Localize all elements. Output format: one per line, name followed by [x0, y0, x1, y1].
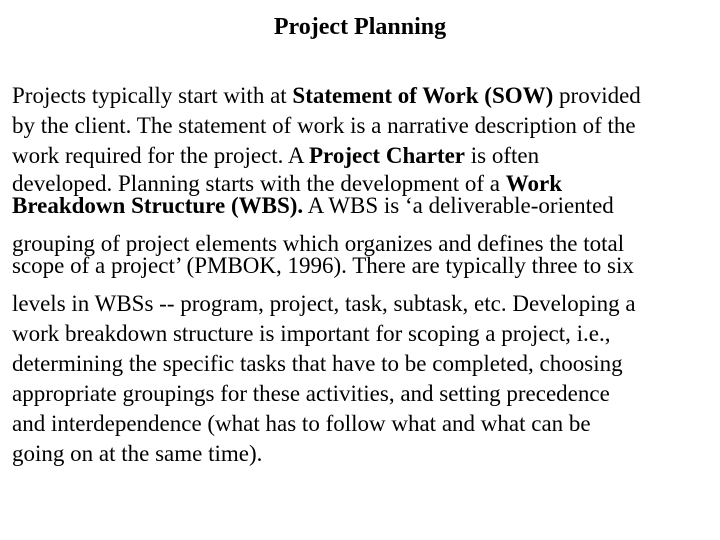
text-run: determining the specific tasks that have to be completed, choosing — [12, 351, 623, 376]
body-line — [12, 290, 636, 318]
text-run: appropriate groupings for these activities, and setting precedence — [12, 381, 610, 406]
body-line — [12, 192, 614, 220]
text-run: developed. Planning starts with the development of a — [12, 171, 506, 196]
text-run: levels in WBSs -- program, project, task, subtask, etc. Developing a — [12, 291, 636, 316]
text-run: Projects typically start with at — [12, 83, 293, 108]
text-run: A WBS is ‘a deliverable-oriented — [303, 193, 614, 218]
text-run: going on at the same time). — [12, 441, 263, 466]
text-run: is often — [465, 143, 540, 168]
text-run: by the client. The statement of work is a narrative description of the — [12, 113, 636, 138]
text-run: work required for the project. A — [12, 143, 309, 168]
body-line — [12, 252, 634, 280]
text-run: scope of a project’ (PMBOK, 1996). There are typically three to six — [12, 253, 634, 278]
body-line — [12, 112, 636, 140]
body-line — [12, 380, 610, 408]
body-line — [12, 142, 539, 170]
body-line — [12, 350, 623, 378]
bold-term-project-charter: Project Charter — [309, 143, 466, 168]
text-run: and interdependence (what has to follow what and what can be — [12, 411, 591, 436]
text-run: grouping of project elements which organizes and defines the total — [12, 231, 625, 256]
slide-title: Project Planning — [273, 14, 447, 40]
body-line — [12, 82, 641, 110]
bold-term-work: Work — [505, 171, 562, 196]
bold-term-sow: Statement of Work (SOW) — [292, 83, 554, 108]
text-run: provided — [553, 83, 641, 108]
bold-term-wbs: Breakdown Structure (WBS). — [12, 193, 304, 218]
text-run: work breakdown structure is important for scoping a project, i.e., — [12, 321, 611, 346]
body-line — [12, 320, 610, 348]
body-line — [12, 410, 591, 438]
body-line — [12, 440, 262, 468]
